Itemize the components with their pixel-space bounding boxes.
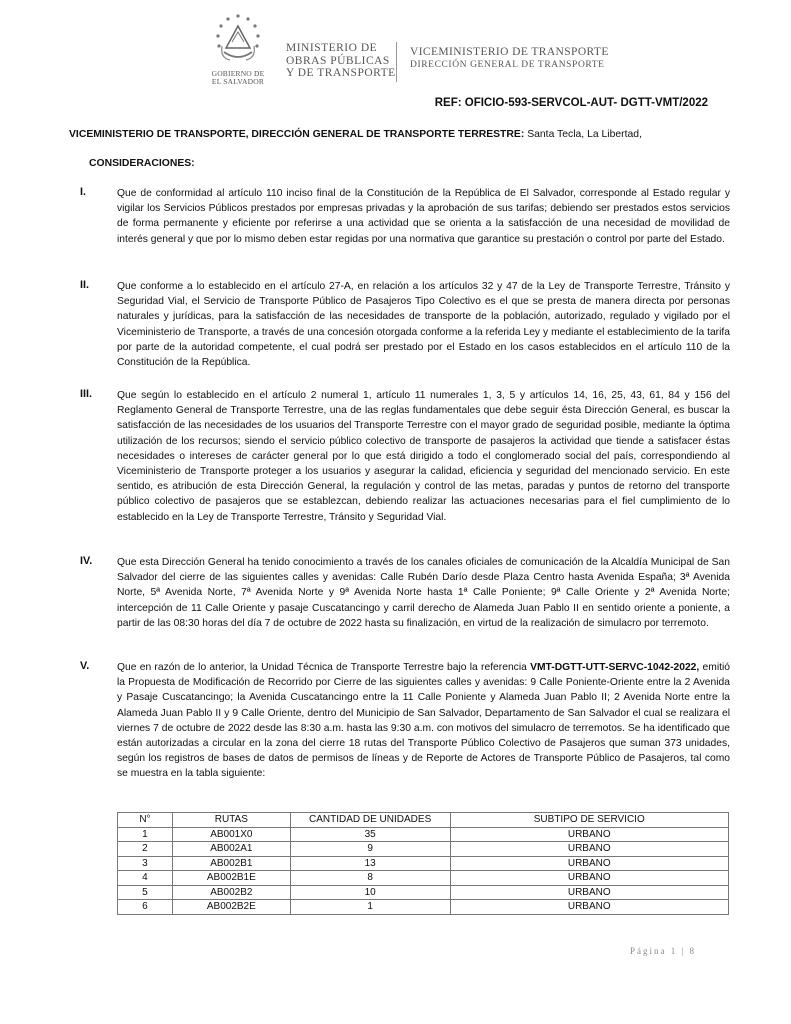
vice-ministry-name: VICEMINISTERIO DE TRANSPORTE DIRECCIÓN GENERAL DE TRANSPORTE [410,46,609,70]
consideration-item [80,186,730,247]
seal-caption: GOBIERNO DE EL SALVADOR [211,69,265,86]
item-text: Que en razón de lo anterior, la Unidad Técnica de Transporte Terrestre bajo la referencia VMT-DGTT-UTT-SERVC-1042-2022, emitió la Propuesta de Modificación de Recorrido por Cierre de las siguientes calles y avenidas: 9 Calle Poniente-Oriente entre la 2 Avenida y Pasaje Cuscatancingo; la Avenida Cuscatancingo entre la 11 Calle Poniente y Alameda Juan Pablo II; 2 Avenida Norte entre la Alameda Juan Pablo II y 9 Calle Oriente, dentro del Municipio de San Salvador, Departamento de San Salvador el cual se realizara el viernes 7 de octubre de 2022 desde las 8:30 a.m. hasta las 9:30 a.m. con motivos del simulacro de terremotos. Se ha identificado que están autorizadas a circular en la zona del cierre 18 rutas del Transporte Público Colectivo de Pasajeros que suman 373 unidades, según los registros de bases de datos de permisos de líneas y de Reporte de Actores de Transporte Público de Pasajeros, tal como se muestra en la tabla siguiente: [117,662,731,780]
header-number: N° [118,813,173,828]
consideration-item [80,555,730,631]
intro-bold: VICEMINISTERIO DE TRANSPORTE, DIRECCIÓN GENERAL DE TRANSPORTE TERRESTRE: [69,129,525,140]
reference-number: REF: OFICIO-593-SERVCOL-AUT- DGTT-VMT/2022 [434,97,708,109]
consideration-item [80,388,730,525]
header-divider [396,42,397,82]
ministry-name: MINISTERIO DE OBRAS PÚBLICAS Y DE TRANSPORTE [286,42,396,79]
item-text: Que esta Dirección General ha tenido conocimiento a través de los canales oficiales de comunicación de la Alcaldía Municipal de San Salvador del cierre de las siguientes calles y avenidas: Calle Rubén Darío desde Plaza Centro hasta Avenida España; 3ª Avenida Norte, 5ª Avenida Norte, 7ª Avenida Norte y 9ª Avenida Norte hasta 1ª Calle Poniente; 9ª Calle Oriente y 2ª Avenida Norte; intercepción de 11 Calle Oriente y pasaje Cuscatancingo y carril derecho de Alameda Juan Pablo II en sentido oriente a poniente, a partir de las 08:30 horas del día 7 de octubre de 2022 hasta su finalización, en virtud de la realización de simulacro por terremoto. [117,557,730,629]
table-row: 3 AB002B1 13 URBANO [118,856,729,871]
item-text: Que conforme a lo establecido en el artículo 27-A, en relación a los artículos 32 y 47 de la Ley de Transporte Terrestre, Tránsito y Seguridad Vial, el Servicio de Transporte Público de Pasajeros Tipo Colectivo es el que se presta de manera directa por personas naturales y jurídicas, para la satisfacción de las necesidades de transporte de la población, autorizado, regulado y vigilado por el Viceministerio de Transporte, a través de una concesión otorgada conforme a la referida Ley y mediante el establecimiento de la tarifa por parte de la autoridad competente, el cual podrá ser prestado por el Estado en los casos establecidos en el artículo 110 de la Constitución de la República. [117,281,730,369]
table-header-row [118,813,729,828]
table-row: 2 AB002A1 9 URBANO [118,842,729,857]
header-routes: RUTAS [172,813,290,828]
item-text: Que según lo establecido en el artículo 2 numeral 1, artículo 11 numerales 1, 3, 5 y artículos 14, 16, 25, 43, 61, 84 y 156 del Reglamento General de Transporte Terrestre, una de las reglas fundamentales que debe seguir ésta Dirección General, es buscar la satisfacción de las necesidades de los usuarios del Transporte Terrestre con el mayor grado de seguridad posible, mediante la óptima utilización de los recursos; siendo el servicio público colectivo de transporte de pasajeros la actividad que tiende a satisfacer éstas necesidades o intereses de carácter general por lo que está dirigido a todo el conglomerado social del país, correspondiendo al Viceministerio de Transporte proteger a los usuarios y asegurar la calidad, eficiencia y seguridad del mencionado servicio. En este sentido, es atribución de esta Dirección General, la regulación y control de las metas, paradas y puntos de retorno del transporte público colectivo de pasajeros que se establezcan, debiendo realizar las actuaciones necesarias para el fiel cumplimiento de lo establecido en la Ley de Transporte Terrestre, Tránsito y Seguridad Vial. [117,390,730,523]
routes-table [117,812,729,915]
coat-of-arms-icon [210,12,266,68]
table-row: 1 AB001X0 35 URBANO [118,827,729,842]
item-numeral: II. [80,279,89,291]
header-units: CANTIDAD DE UNIDADES [290,813,450,828]
table-row: 6 AB002B2E 1 URBANO [118,900,729,915]
table-row: 4 AB002B1E 8 URBANO [118,871,729,886]
item-numeral: I. [80,186,86,198]
considerations-heading: CONSIDERACIONES: [89,158,195,169]
reference-code: VMT-DGTT-UTT-SERVC-1042-2022, [530,662,700,673]
intro-rest: Santa Tecla, La Libertad, [524,129,642,140]
item-numeral: IV. [80,555,93,567]
consideration-item [80,660,730,782]
consideration-item [80,279,730,370]
item-numeral: V. [80,660,90,672]
page-number: Página 1 | 8 [629,946,696,956]
table-row: 5 AB002B2 10 URBANO [118,885,729,900]
intro-line [69,129,729,140]
government-seal [200,12,276,94]
item-text: Que de conformidad al artículo 110 inciso final de la Constitución de la República de El Salvador, corresponde al Estado regular y vigilar los Servicios Públicos prestados por empresas privadas y la aprobación de sus tarifas; debiendo ser prestados estos servicios de forma permanente y eficiente por referirse a una actividad que se orienta a la satisfacción de una necesidad de movilidad de interés general y que por lo mismo deben estar regidas por una normativa que garantice su prestación o control por parte del Estado. [117,188,730,245]
letterhead [200,12,640,94]
header-subtype: SUBTIPO DE SERVICIO [450,813,729,828]
item-numeral: III. [80,388,92,400]
